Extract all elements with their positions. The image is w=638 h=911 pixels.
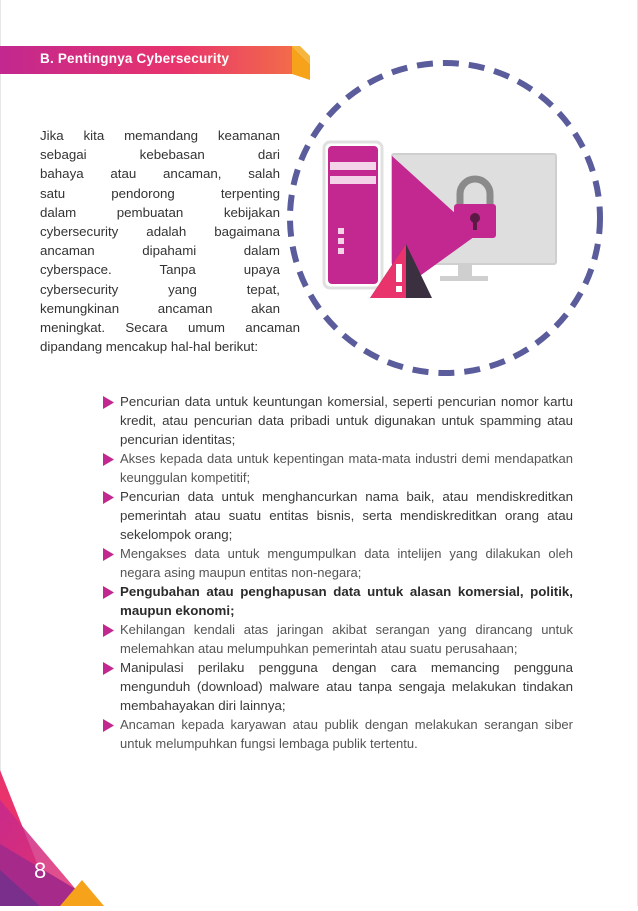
list-item-text: Akses kepada data untuk kepentingan mata-mata industri demi mendapatkan keunggulan kompetitif;	[120, 451, 573, 485]
list-item	[103, 715, 573, 753]
list-item-text: Pencurian data untuk keuntungan komersial, seperti pencurian nomor kartu kredit, atau pencurian data pribadi untuk digunakan untuk spamming atau pencurian identitas;	[120, 394, 573, 447]
computer-tower-icon	[324, 142, 382, 288]
list-item-text: Mengakses data untuk mengumpulkan data intelijen yang dilakukan oleh negara asing maupun entitas non-negara;	[120, 546, 573, 580]
intro-line: cybersecurity yang tepat,	[40, 281, 280, 297]
page-number: 8	[34, 858, 47, 883]
intro-line: satu pendorong terpenting	[40, 185, 280, 201]
bullet-arrow-icon	[103, 586, 114, 599]
intro-line: bahaya atau ancaman, salah	[40, 166, 280, 182]
bullet-arrow-icon	[103, 396, 114, 409]
list-item	[103, 582, 573, 620]
intro-line: cyberspace. Tanpa upaya	[40, 262, 280, 278]
list-item-text: Ancaman kepada karyawan atau publik dengan melakukan serangan siber untuk melumpuhkan fungsi lembaga publik tertentu.	[120, 717, 573, 751]
intro-line: kemungkinan ancaman akan	[40, 300, 280, 316]
intro-line: ancaman dipahami dalam	[40, 243, 280, 259]
list-item	[103, 449, 573, 487]
list-item	[103, 620, 573, 658]
intro-line: dalam pembuatan kebijakan	[40, 204, 280, 220]
bullet-arrow-icon	[103, 662, 114, 675]
intro-paragraph	[40, 126, 300, 356]
bullet-arrow-icon	[103, 548, 114, 561]
list-item	[103, 392, 573, 449]
corner-decoration	[0, 760, 120, 906]
threat-list	[103, 392, 573, 753]
bullet-arrow-icon	[103, 491, 114, 504]
warning-icon	[396, 264, 402, 292]
bullet-arrow-icon	[103, 624, 114, 637]
bullet-arrow-icon	[103, 719, 114, 732]
list-item	[103, 544, 573, 582]
intro-line: Jika kita memandang keamanan	[40, 128, 280, 143]
list-item-text: Pencurian data untuk menghancurkan nama baik, atau mendiskreditkan pemerintah atau suatu entitas bisnis, serta mendiskreditkan orang atau sekelompok orang;	[120, 489, 573, 542]
intro-line: dipandang mencakup hal-hal berikut:	[40, 339, 259, 355]
cybersecurity-illustration	[280, 58, 610, 378]
list-item	[103, 658, 573, 715]
list-item-text: Pengubahan atau penghapusan data untuk alasan komersial, politik, maupun ekonomi;	[120, 584, 573, 618]
list-item-text: Kehilangan kendali atas jaringan akibat serangan yang dirancang untuk melemahkan atau melumpuhkan pemerintah atau suatu perusahaan;	[120, 622, 573, 656]
intro-line: meningkat. Secara umum ancaman	[40, 320, 300, 336]
intro-line: sebagai kebebasan dari	[40, 147, 280, 163]
intro-line: cybersecurity adalah bagaimana	[40, 224, 280, 240]
list-item	[103, 487, 573, 544]
bullet-arrow-icon	[103, 453, 114, 466]
section-title: B. Pentingnya Cybersecurity	[40, 51, 230, 66]
list-item-text: Manipulasi perilaku pengguna dengan cara memancing pengguna mengunduh (download) malware atau tanpa sengaja melakukan tindakan membahayakan diri lainnya;	[120, 660, 573, 713]
